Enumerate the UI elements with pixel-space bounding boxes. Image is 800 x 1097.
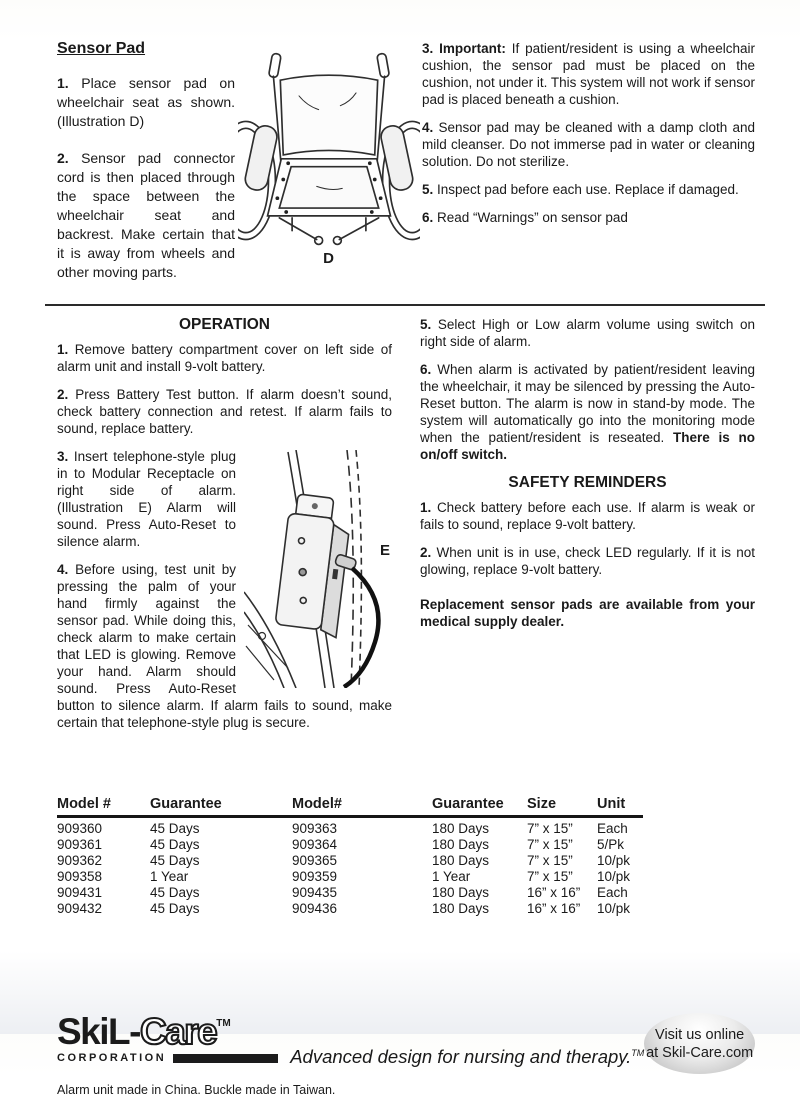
logo-text-solid: SkiL-: [57, 1011, 140, 1052]
cell: 45 Days: [150, 837, 200, 852]
skil-care-logo: [57, 1007, 278, 1064]
step-number: 6.: [420, 362, 432, 377]
cell: 909435: [292, 885, 338, 900]
step-number: 3.: [422, 41, 434, 56]
cell: 7” x 15”: [527, 853, 573, 868]
cell: 180 Days: [432, 885, 490, 900]
visit-online-badge: [644, 1013, 755, 1074]
cell: 10/pk: [597, 853, 631, 868]
cell: 16” x 16”: [527, 885, 581, 900]
step-number: 3.: [57, 449, 69, 464]
logo-wordmark: [57, 1007, 278, 1052]
cell: 45 Days: [150, 885, 200, 900]
cell: 45 Days: [150, 821, 200, 836]
step-text: Press Battery Test button. If alarm doesn’t sound, check battery connection and retest. If alarm fails to sound, replace battery.: [57, 387, 392, 436]
badge-line-2: at Skil-Care.com: [646, 1044, 754, 1061]
cell: 10/pk: [597, 901, 631, 916]
section-divider: [45, 304, 765, 306]
made-in-footnote: Alarm unit made in China. Buckle made in Taiwan.: [57, 1083, 336, 1097]
step-text: Read “Warnings” on sensor pad: [437, 210, 628, 225]
cell: 909359: [292, 869, 338, 884]
step-text: Sensor pad may be cleaned with a damp cloth and mild cleanser. Do not immerse pad in water or cleaning solution. Do not sterilize.: [422, 120, 755, 169]
col-header-size: Size: [527, 796, 597, 817]
illustration-d-label: D: [323, 250, 334, 267]
operation-step-6: [420, 361, 755, 463]
step-text: When alarm is activated by patient/resident leaving the wheelchair, it may be silenced by pressing the Auto-Reset button. The alarm is now in stand-by mode. The system will automatically go into the monitoring mode when the patient/resident is reseated.: [420, 362, 755, 445]
illustration-e-label: E: [379, 542, 390, 559]
model-table: [57, 796, 643, 917]
step-number: 5.: [422, 182, 434, 197]
handle-right: [376, 53, 389, 78]
col-header-unit: Unit: [597, 796, 643, 817]
step-text: Place sensor pad on wheelchair seat as shown. (Illustration D): [57, 75, 236, 129]
step-lead-bold: Important:: [439, 41, 506, 56]
cell: 909365: [292, 853, 338, 868]
sensor-pad-step-1: [57, 74, 235, 131]
operation-wrap-zone: [57, 448, 392, 731]
step-text: If patient/resident is using a wheelchair cushion, the sensor pad must be placed on the cushion, not under it. This system will not work if sensor pad is placed beneath a cushion.: [422, 41, 755, 107]
wheelchair-illustration: [238, 50, 420, 248]
operation-step-2: [57, 386, 392, 437]
step-text: When unit is in use, check LED regularly. If it is not glowing, replace 9-volt battery.: [420, 545, 755, 577]
sensor-pad-left-column: [57, 40, 235, 300]
cell: 909358: [57, 869, 103, 884]
safety-step-1: [420, 499, 755, 533]
col-header-model-1: Model #: [57, 796, 150, 817]
step-text: Select High or Low alarm volume using switch on right side of alarm.: [420, 317, 755, 349]
operation-step-1: [57, 341, 392, 375]
cell: 180 Days: [432, 821, 490, 836]
step-number: 1.: [420, 500, 432, 515]
safety-step-2: [420, 544, 755, 578]
tagline-trademark: TM: [631, 1047, 645, 1058]
step-text: Inspect pad before each use. Replace if damaged.: [437, 182, 739, 197]
step-text: Before using, test unit by pressing the palm of your hand firmly against the sensor pad. While doing this, check alarm to make certain that LED is glowing. Remove your hand. Alarm should sound. Press Auto-Reset button to silence alarm. If alarm fails to sound, make certain that telephone-style plug is secure.: [57, 562, 392, 730]
operation-step-5: [420, 316, 755, 350]
sensor-pad-heading: Sensor Pad: [57, 40, 146, 57]
step-text: Check battery before each use. If alarm is weak or fails to sound, replace 9-volt battery.: [420, 500, 755, 532]
step-bold-tail: There is no on/off switch.: [420, 430, 755, 462]
cell: 909436: [292, 901, 338, 916]
table-row: [57, 869, 643, 885]
cell: 1 Year: [432, 869, 471, 884]
cell: 180 Days: [432, 901, 490, 916]
table-row: [57, 817, 643, 838]
cell: 909363: [292, 821, 338, 836]
sensor-pad-step-3: [422, 40, 755, 108]
col-header-model-2: Model#: [292, 796, 432, 817]
logo-trademark: TM: [216, 1018, 231, 1029]
operation-right-column: [420, 316, 755, 742]
corporation-row: [57, 1052, 278, 1064]
handle-left: [268, 53, 281, 78]
operation-section: [57, 316, 755, 742]
step-number: 5.: [420, 317, 432, 332]
tagline: [290, 1046, 644, 1068]
cell: 909362: [57, 853, 103, 868]
table-row: [57, 853, 643, 869]
alarm-unit-illustration: [244, 450, 392, 688]
operation-left-column: [57, 316, 392, 742]
step-number: 2.: [420, 545, 432, 560]
cell: 180 Days: [432, 837, 490, 852]
cell: 909361: [57, 837, 103, 852]
step-number: 2.: [57, 387, 69, 402]
step-text: Remove battery compartment cover on left side of alarm unit and install 9-volt battery.: [57, 342, 392, 374]
table-header-row: [57, 796, 643, 817]
table-row: [57, 901, 643, 917]
sensor-pad-right-column: [422, 40, 755, 300]
replacement-note: Replacement sensor pads are available from your medical supply dealer.: [420, 597, 755, 629]
operation-heading: OPERATION: [179, 316, 270, 333]
step-number: 4.: [422, 120, 434, 135]
cell: 909364: [292, 837, 338, 852]
sensor-pad-step-5: [422, 181, 755, 198]
col-header-guarantee-1: Guarantee: [150, 796, 292, 817]
cell: 5/Pk: [597, 837, 625, 852]
sensor-pad-step-6: [422, 209, 755, 226]
cell: Each: [597, 885, 628, 900]
step-number: 2.: [57, 150, 69, 166]
safety-reminders-heading: SAFETY REMINDERS: [508, 474, 667, 491]
step-number: 1.: [57, 75, 69, 91]
cell: Each: [597, 821, 628, 836]
cell: 10/pk: [597, 869, 631, 884]
step-text: Insert telephone-style plug in to Modular Receptacle on right side of alarm. (Illustration E) Alarm will sound. Press Auto-Reset to silence alarm.: [57, 449, 236, 549]
step-number: 4.: [57, 562, 69, 577]
table-row: [57, 837, 643, 853]
cell: 45 Days: [150, 853, 200, 868]
cell: 909432: [57, 901, 103, 916]
cell: 7” x 15”: [527, 869, 573, 884]
sensor-pad-shape: [279, 167, 378, 208]
illustration-e: [244, 450, 392, 688]
cell: 1 Year: [150, 869, 189, 884]
cell: 180 Days: [432, 853, 490, 868]
cell: 909360: [57, 821, 103, 836]
cell: 7” x 15”: [527, 821, 573, 836]
table-row: [57, 885, 643, 901]
tagline-text: Advanced design for nursing and therapy.: [290, 1046, 632, 1067]
corporation-label: CORPORATION: [57, 1052, 167, 1064]
cell: 45 Days: [150, 901, 200, 916]
step-text: Sensor pad connector cord is then placed through the space between the wheelchair seat and backrest. Make certain that it is away from wheels and other moving parts.: [57, 150, 235, 280]
badge-line-1: Visit us online: [655, 1026, 745, 1043]
illustration-d: [238, 50, 420, 300]
sensor-pad-step-2: [57, 149, 235, 282]
col-header-guarantee-2: Guarantee: [432, 796, 527, 817]
sensor-pad-section: [57, 40, 755, 300]
step-number: 6.: [422, 210, 434, 225]
logo-text-outline: Care: [139, 1011, 217, 1052]
cell: 7” x 15”: [527, 837, 573, 852]
cell: 16” x 16”: [527, 901, 581, 916]
step-number: 1.: [57, 342, 69, 357]
footer: [57, 1007, 755, 1074]
cell: 909431: [57, 885, 103, 900]
sensor-pad-step-4: [422, 119, 755, 170]
logo-bar: [173, 1054, 278, 1063]
